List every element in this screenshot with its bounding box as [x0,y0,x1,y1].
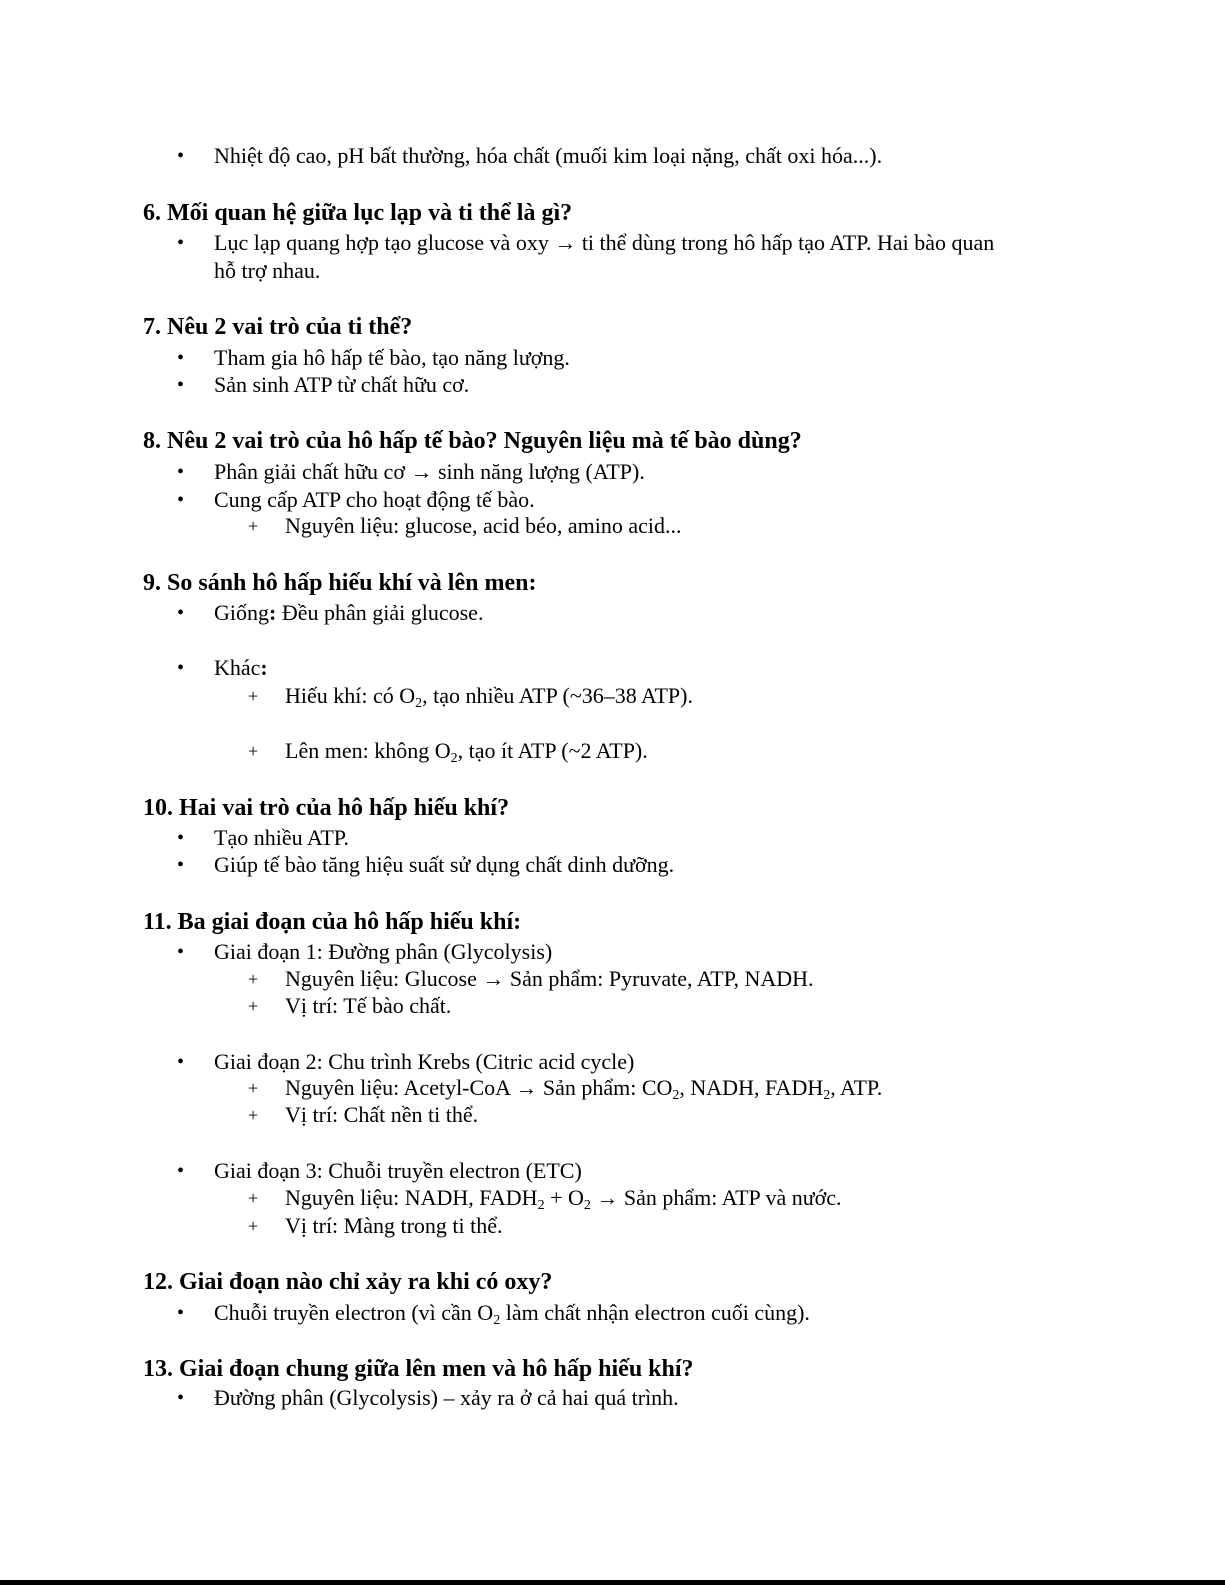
plus-marker: + [248,996,259,1016]
list-item: Giai đoạn 2: Chu trình Krebs (Citric acid cycle) [214,1049,635,1074]
list-item-continuation: hỗ trợ nhau. [214,258,321,283]
label-text: Giống [214,600,269,625]
text-part: , tạo nhiều ATP (~36–38 ATP). [422,683,693,708]
item-text: Đều phân giải glucose. [276,600,484,625]
sub-list-item: Vị trí: Tế bào chất. [285,993,452,1018]
sub-list-item: Nguyên liệu: glucose, acid béo, amino acid... [285,513,682,538]
plus-marker: + [248,1188,259,1208]
plus-marker: + [248,516,259,536]
question-heading: 7. Nêu 2 vai trò của ti thể? [143,314,413,340]
bullet-marker: • [177,827,185,849]
text-part: + O [544,1185,584,1210]
sub-list-item: Vị trí: Màng trong ti thể. [285,1213,503,1238]
sub-list-item [285,1184,842,1212]
bullet-marker: • [177,489,185,511]
list-item: Cung cấp ATP cho hoạt động tế bào. [214,487,535,512]
bullet-marker: • [177,1160,185,1182]
text-part: Nguyên liệu: Acetyl-CoA → Sản phẩm: CO [285,1075,673,1100]
text-part: , ATP. [830,1075,883,1100]
text-part: Nguyên liệu: NADH, FADH [285,1185,538,1210]
bullet-marker: • [177,374,185,396]
bullet-marker: • [177,1302,185,1324]
bullet-marker: • [177,461,185,483]
text-part: , NADH, FADH [679,1075,824,1100]
subscript: 2 [450,751,458,766]
subscript: 2 [823,1088,831,1103]
list-item: Giai đoạn 3: Chuỗi truyền electron (ETC) [214,1158,582,1183]
bullet-marker: • [177,854,185,876]
question-heading: 13. Giai đoạn chung giữa lên men và hô hấp hiếu khí? [143,1356,694,1382]
plus-marker: + [248,969,259,989]
label-colon: : [269,600,277,625]
question-heading: 6. Mối quan hệ giữa lục lạp và ti thể là gì? [143,200,573,226]
subscript: 2 [537,1198,545,1213]
bullet-marker: • [177,145,185,167]
list-item: Giai đoạn 1: Đường phân (Glycolysis) [214,939,553,964]
sub-list-item [285,682,693,710]
sub-list-item [285,1074,882,1102]
plus-marker: + [248,686,259,706]
plus-marker: + [248,1105,259,1125]
subscript: 2 [415,696,423,711]
subscript: 2 [583,1198,591,1213]
list-item: Tham gia hô hấp tế bào, tạo năng lượng. [214,345,570,370]
plus-marker: + [248,1078,259,1098]
sub-list-item: Vị trí: Chất nền ti thể. [285,1102,479,1127]
list-item: Lục lạp quang hợp tạo glucose và oxy → ti thể dùng trong hô hấp tạo ATP. Hai bào quan [214,230,995,255]
list-item: Phân giải chất hữu cơ → sinh năng lượng (ATP). [214,459,645,484]
bullet-marker: • [177,602,185,624]
question-heading: 9. So sánh hô hấp hiếu khí và lên men: [143,570,537,596]
text-part: Hiếu khí: có O [285,683,416,708]
question-heading: 10. Hai vai trò của hô hấp hiếu khí? [143,795,510,821]
subscript: 2 [672,1088,680,1103]
list-item: Đường phân (Glycolysis) – xảy ra ở cả hai quá trình. [214,1385,679,1410]
text-part: → Sản phẩm: ATP và nước. [590,1185,842,1210]
bullet-marker: • [177,1387,185,1409]
list-item: Giúp tế bào tăng hiệu suất sử dụng chất dinh dưỡng. [214,852,675,877]
text-part: Chuỗi truyền electron (vì cần O [214,1300,494,1325]
label-text: Khác [214,655,261,680]
text-part: làm chất nhận electron cuối cùng). [500,1300,810,1325]
bullet-marker: • [177,1051,185,1073]
bullet-marker: • [177,232,185,254]
label-colon: : [260,655,268,680]
plus-marker: + [248,1216,259,1236]
list-item: Sản sinh ATP từ chất hữu cơ. [214,372,470,397]
subscript: 2 [493,1313,501,1328]
bullet-marker: • [177,657,185,679]
page-bottom-rule [0,1580,1225,1585]
question-heading: 8. Nêu 2 vai trò của hô hấp tế bào? Nguyên liệu mà tế bào dùng? [143,428,802,454]
list-item [214,654,268,682]
text-part: Lên men: không O [285,738,451,763]
question-heading: 12. Giai đoạn nào chỉ xảy ra khi có oxy? [143,1269,553,1295]
bullet-marker: • [177,347,185,369]
text-part: , tạo ít ATP (~2 ATP). [457,738,648,763]
list-item: Nhiệt độ cao, pH bất thường, hóa chất (muối kim loại nặng, chất oxi hóa...). [214,143,883,168]
list-item [214,1299,810,1327]
bullet-marker: • [177,941,185,963]
list-item: Tạo nhiều ATP. [214,825,350,850]
question-heading: 11. Ba giai đoạn của hô hấp hiếu khí: [143,909,522,935]
sub-list-item: Nguyên liệu: Glucose → Sản phẩm: Pyruvate, ATP, NADH. [285,966,814,991]
plus-marker: + [248,741,259,761]
sub-list-item [285,737,648,765]
list-item [214,599,483,627]
